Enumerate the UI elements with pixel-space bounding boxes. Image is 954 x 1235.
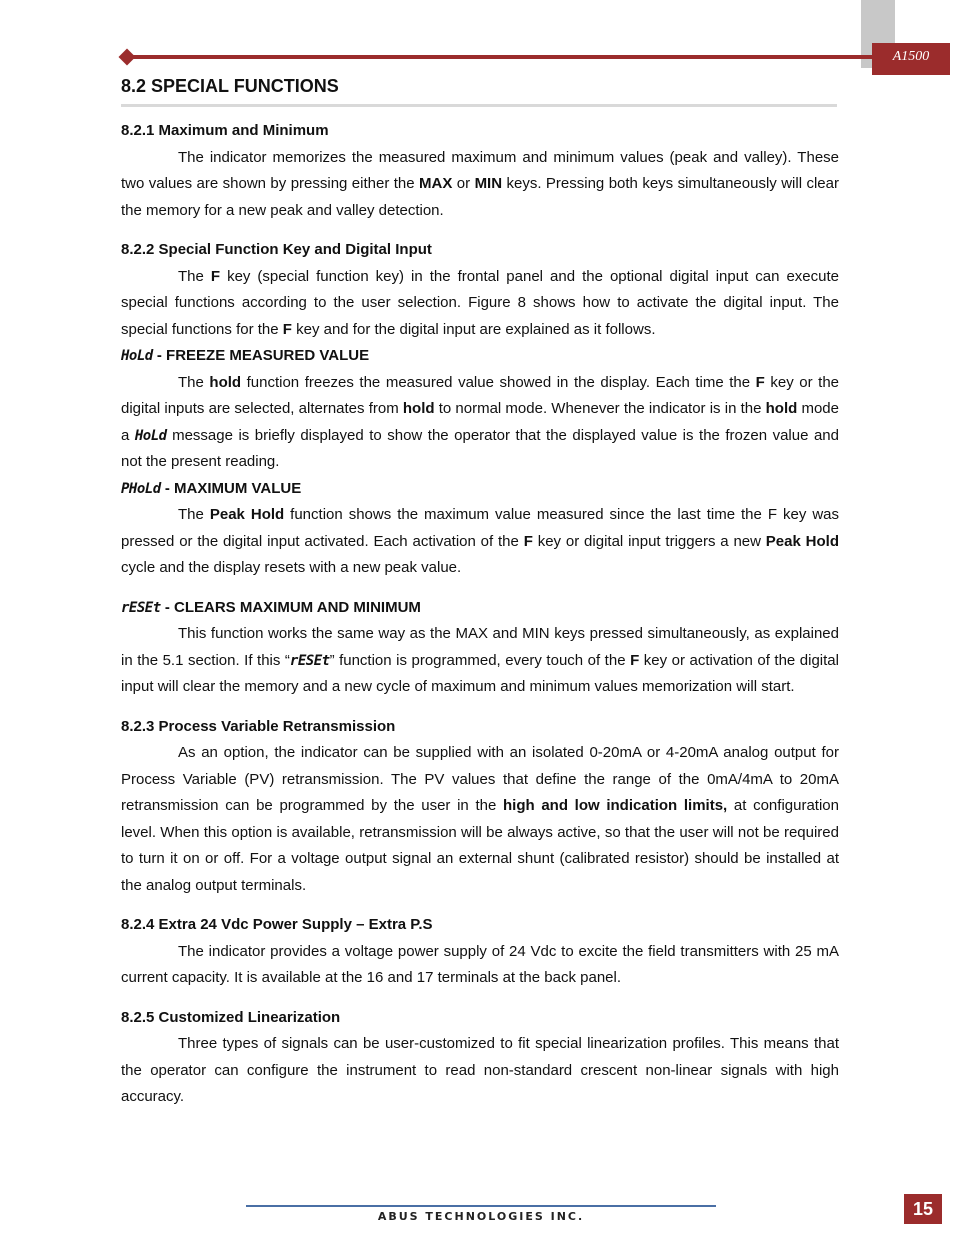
- paragraph-max-min: The indicator memorizes the measured maximum and minimum values (peak and valley). These two values are shown by pressing either the MAX or MIN keys. Pressing both keys simultaneously will clear the memory for a new peak and valley detection.: [121, 148, 839, 219]
- min-key-label: MIN: [474, 175, 503, 192]
- header-rule: [127, 55, 872, 59]
- page-content: [121, 118, 839, 1111]
- heading-8-2-2: 8.2.2 Special Function Key and Digital Input: [121, 241, 432, 258]
- heading-8-2-4: 8.2.4 Extra 24 Vdc Power Supply – Extra P.S: [121, 916, 433, 933]
- paragraph-phold: The Peak Hold function shows the maximum value measured since the last time the F key was pressed or the digital input activated. Each activation of the F key or digital input triggers a new Peak Hold cycle and the display resets with a new peak value.: [121, 506, 839, 576]
- section-underline: [121, 104, 837, 107]
- footer-company: ABUS TECHNOLOGIES INC.: [377, 1210, 585, 1223]
- heading-8-2-1: 8.2.1 Maximum and Minimum: [121, 122, 329, 139]
- diamond-icon: [119, 49, 136, 66]
- display-code-phold: PHoLd: [121, 480, 161, 497]
- heading-reset: rESEt - CLEARS MAXIMUM AND MINIMUM: [121, 598, 421, 616]
- paragraph-power-supply: The indicator provides a voltage power supply of 24 Vdc to excite the field transmitters with 25 mA current capacity. It is available at the 16 and 17 terminals at the back panel.: [121, 942, 839, 986]
- paragraph-special-function: The F key (special function key) in the frontal panel and the optional digital input can execute special functions according to the user selection. Figure 8 shows how to activate the digital input. The special functions for the F key and for the digital input are explained as it follows.: [121, 267, 840, 338]
- heading-phold: PHoLd - MAXIMUM VALUE: [121, 479, 302, 497]
- display-code-reset: rESEt: [121, 599, 161, 616]
- paragraph-linearization: Three types of signals can be user-customized to fit special linearization profiles. This means that the operator can configure the instrument to read non-standard crescent non-linear signals with high accuracy.: [121, 1035, 839, 1105]
- display-code-hold-inline: HoLd: [134, 427, 167, 444]
- paragraph-retransmission: As an option, the indicator can be supplied with an isolated 0-20mA or 4-20mA analog output for Process Variable (PV) retransmission. The PV values that define the range of the 0mA/4mA to 20mA retransmission can be programmed by the user in the high and low indication limits, at configuration level. When this option is available, retransmission will be always active, so that the user will not be required to turn it on or off. For a voltage output signal an external shunt (calibrated resistor) should be installed at the analog output terminals.: [121, 744, 839, 894]
- display-code-reset-inline: rESEt: [289, 652, 330, 669]
- paragraph-hold: The hold function freezes the measured value showed in the display. Each time the F key or the digital inputs are selected, alternates from hold to normal mode. Whenever the indicator is in the hold mode a HoLd message is briefly displayed to show the operator that the displayed value is the frozen value and not the present reading.: [121, 373, 839, 470]
- model-tag: [872, 43, 950, 75]
- page-number: 15: [904, 1194, 942, 1224]
- paragraph-reset: This function works the same way as the MAX and MIN keys pressed simultaneously, as explained in the 5.1 section. If this “rESEt” function is programmed, every touch of the F key or activation of the digital input will clear the memory and a new cycle of maximum and minimum values memorization will start.: [121, 625, 839, 695]
- heading-hold: HoLd - FREEZE MEASURED VALUE: [121, 347, 370, 364]
- model-tag-label: A1500: [892, 49, 930, 64]
- footer-rule: [246, 1205, 716, 1207]
- display-code-hold: HoLd: [121, 348, 153, 364]
- heading-8-2-5: 8.2.5 Customized Linearization: [121, 1008, 341, 1026]
- section-title: 8.2 SPECIAL FUNCTIONS: [121, 76, 339, 96]
- max-key-label: MAX: [419, 175, 453, 192]
- heading-8-2-3: 8.2.3 Process Variable Retransmission: [121, 717, 396, 735]
